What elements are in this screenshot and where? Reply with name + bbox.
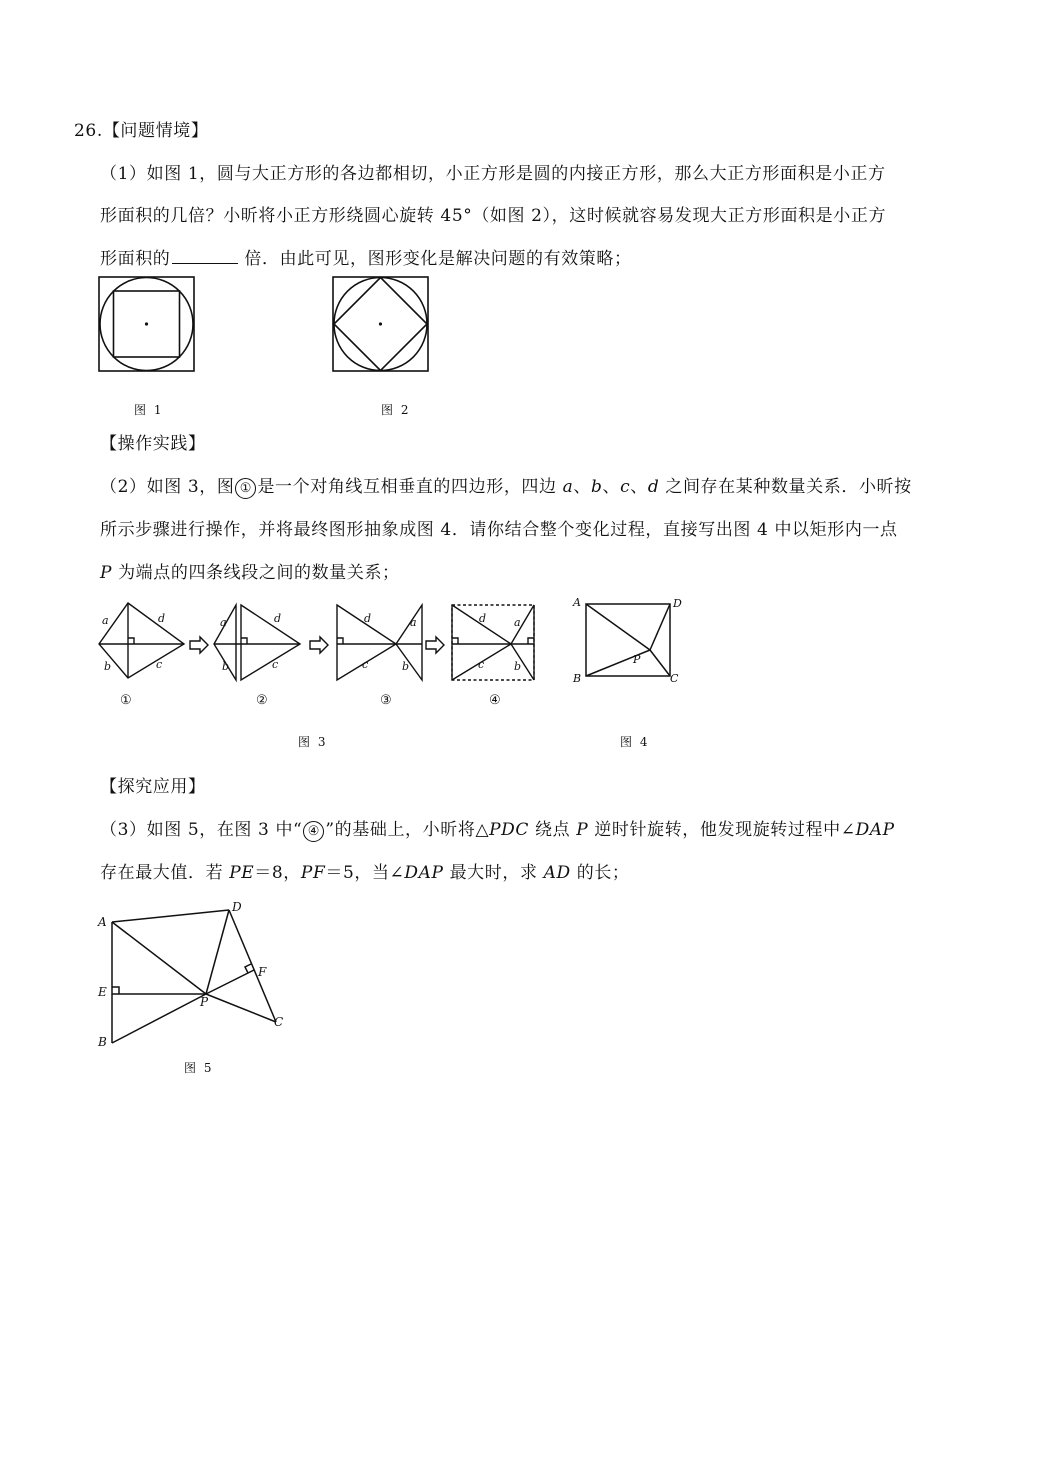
- point-P-2: P: [576, 820, 589, 840]
- fig4-caption: 图 4: [620, 735, 650, 749]
- section3-title: 【探究应用】: [100, 777, 206, 797]
- fig4-label-B: B: [573, 672, 582, 685]
- triangle-PDC: PDC: [489, 820, 530, 840]
- side-a: a: [562, 477, 574, 497]
- part3-line2-mid: 最大时，求: [449, 863, 538, 883]
- part3-line1-mid: ”的基础上，小昕将△: [325, 820, 490, 840]
- step1-label-a: a: [102, 614, 109, 627]
- circled-1: ①: [235, 478, 256, 499]
- figure-3: [96, 598, 546, 708]
- segment-PF: PF: [300, 863, 326, 883]
- fig5-label-P: P: [200, 995, 209, 1009]
- step-label-1: ①: [120, 693, 132, 708]
- part2-line1: （2）如图 3，图 ① 是一个对角线互相垂直的四边形，四边 a、b、c、d 之间存在某种数量关系．小昕按: [100, 477, 912, 497]
- fig5-caption: 图 5: [184, 1061, 214, 1075]
- segment-AD: AD: [543, 863, 571, 883]
- angle-DAP-2: DAP: [404, 863, 444, 883]
- part2-line3: [100, 558, 400, 583]
- step-label-2: ②: [256, 693, 268, 708]
- step4-label-d: d: [479, 612, 487, 625]
- side-c: c: [620, 477, 631, 497]
- eq-8: ＝8，: [254, 863, 301, 883]
- part3-line1-end: 逆时针旋转，他发现旋转过程中∠: [594, 820, 856, 840]
- arrow-3: [426, 637, 444, 653]
- fig5-label-E: E: [98, 985, 107, 999]
- step2-label-d: d: [274, 612, 282, 625]
- step1-label-c: c: [156, 658, 163, 671]
- fig5-label-C: C: [274, 1015, 284, 1029]
- fig2-center-dot: [379, 322, 382, 325]
- part1-line1: （1）如图 1，圆与大正方形的各边都相切，小正方形是圆的内接正方形，那么大正方形面积是小正方: [100, 164, 886, 184]
- question-title: 26.【问题情境】: [74, 121, 209, 141]
- step-4: [452, 605, 534, 680]
- circled-4: ④: [303, 821, 324, 842]
- step3-label-a: a: [410, 616, 417, 629]
- figure-4: [570, 592, 690, 687]
- fig4-label-C: C: [670, 672, 679, 685]
- step4-label-b: b: [514, 660, 522, 673]
- step1-label-d: d: [158, 612, 166, 625]
- fig5-label-D: D: [232, 900, 242, 914]
- step4-label-a: a: [514, 616, 521, 629]
- step-label-4: ④: [489, 693, 501, 708]
- angle-DAP: DAP: [855, 820, 895, 840]
- part1-line3-start: 形面积的: [100, 249, 171, 269]
- part2-line1-start: （2）如图 3，图: [100, 477, 235, 497]
- arrow-2: [310, 637, 328, 653]
- fig1-caption: 图 1: [134, 403, 164, 417]
- step3-label-b: b: [402, 660, 410, 673]
- step2-label-c: c: [272, 658, 279, 671]
- part1-line3-end: 倍．由此可见，图形变化是解决问题的有效策略；: [244, 249, 632, 269]
- part3-line2-end: 的长；: [576, 863, 630, 883]
- step3-label-c: c: [362, 658, 369, 671]
- step3-label-d: d: [364, 612, 372, 625]
- figure-2: [332, 276, 432, 372]
- part1-line3: [100, 244, 632, 269]
- part2-line3-text: 为端点的四条线段之间的数量关系；: [118, 563, 400, 583]
- part1-line2: 形面积的几倍？小昕将小正方形绕圆心旋转 45°（如图 2），这时候就容易发现大正方形面积是小正方: [100, 206, 887, 226]
- side-d: d: [647, 477, 660, 497]
- part2-line1-mid: 是一个对角线互相垂直的四边形，四边: [257, 477, 557, 497]
- step-1-kite: [99, 603, 184, 678]
- part2-line2: 所示步骤进行操作，并将最终图形抽象成图 4．请你结合整个变化过程，直接写出图 4 中以矩形内一点: [100, 520, 898, 540]
- step1-label-b: b: [104, 660, 112, 673]
- figure-1: [98, 276, 198, 372]
- side-b: b: [591, 477, 603, 497]
- step-label-3: ③: [380, 693, 392, 708]
- segment-PE: PE: [229, 863, 255, 883]
- part3-line2-start: 存在最大值．若: [100, 863, 224, 883]
- part3-line1-start: （3）如图 5，在图 3 中“: [100, 820, 303, 840]
- fig5-label-B: B: [98, 1035, 107, 1049]
- part3-line2: [100, 858, 630, 883]
- fig2-caption: 图 2: [381, 403, 411, 417]
- step2-label-b: b: [222, 660, 230, 673]
- section2-title: 【操作实践】: [100, 434, 206, 454]
- fig3-caption: 图 3: [298, 735, 328, 749]
- fig4-label-A: A: [573, 596, 581, 609]
- eq-5: ＝5，当∠: [325, 863, 405, 883]
- answer-blank[interactable]: [172, 249, 238, 264]
- fig5-label-F: F: [258, 965, 267, 979]
- fig5-label-A: A: [98, 915, 107, 929]
- part2-line1-end: 之间存在某种数量关系．小昕按: [665, 477, 912, 497]
- part3-line1: [100, 815, 895, 842]
- fig4-label-P: P: [633, 653, 641, 666]
- step2-label-a: a: [220, 616, 227, 629]
- part3-line1-mid2: 绕点: [535, 820, 571, 840]
- figure-5: [94, 898, 294, 1048]
- fig4-label-D: D: [673, 597, 682, 610]
- arrow-1: [190, 637, 208, 653]
- step4-label-c: c: [478, 658, 485, 671]
- fig1-center-dot: [145, 322, 148, 325]
- point-P: P: [100, 563, 113, 583]
